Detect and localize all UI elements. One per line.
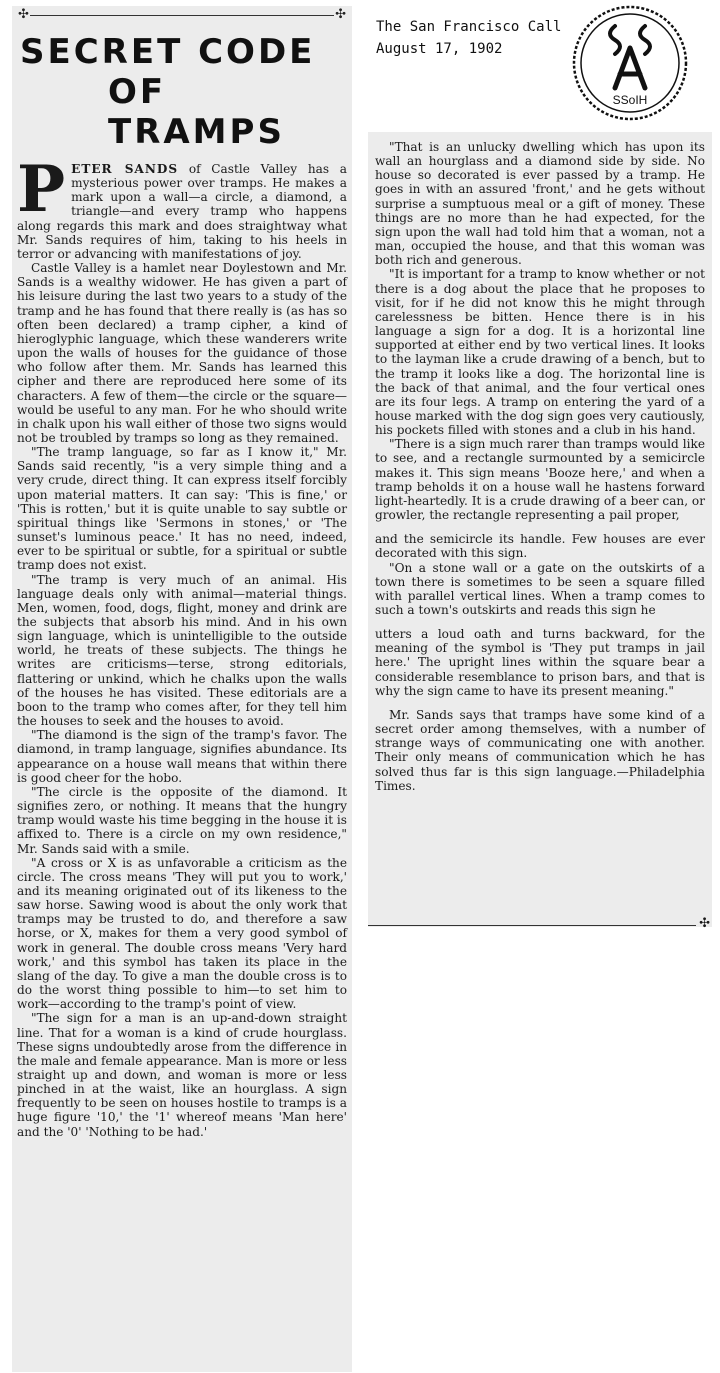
headline-line-1: SECRET CODE (20, 32, 316, 72)
ornament-icon: ✣ (18, 7, 29, 22)
paragraph: "On a stone wall or a gate on the outskirts of a town there is sometimes to be seen a square filled with parallel vertical lines. When a tramp comes to such a town's outskirts and reads this sign he (375, 560, 705, 617)
headline-line-2: OF TRAMPS (108, 72, 285, 152)
ornament-icon: ✣ (335, 7, 346, 22)
paragraph: "The circle is the opposite of the diamond. It signifies zero, or nothing. It means that the hungry tramp would waste his time begging in the house it is affixed to. There is a circle on my own residence," Mr. Sands said with a smile. (17, 784, 347, 856)
paragraph (17, 152, 347, 261)
top-ornament-rule (16, 6, 348, 24)
paragraph: utters a loud oath and turns backward, for the meaning of the symbol is 'They put tramps in jail here.' The upright lines within the square bear a considerable resemblance to prison bars, and that is why the sign came to have its present meaning." (375, 627, 705, 698)
paragraph: "A cross or X is as unfavorable a criticism as the circle. The cross means 'They will put you to work,' and its meaning originated out of its likeness to the saw horse. Sawing wood is about the only work that tramps may be trusted to do, and therefore a saw horse, or X, makes for them a very good symbol of work in general. The double cross means 'Very hard work,' and this symbol has taken its place in the slang of the day. To give a man the double cross is to do the worst thing possible to him—to set him to work—according to the tramp's point of view. (17, 855, 347, 1012)
paragraph: "The sign for a man is an up-and-down straight line. That for a woman is a kind of crude hourglass. These signs undoubtedly arose from the difference in the male and female appearance. Man is more or less straight up and down, and woman is more or less pinched in at the waist, like an hourglass. A sign frequently to be seen on houses hostile to tramps is a huge figure '10,' the '1' whereof means 'Man here' and the '0' 'Nothing to be had.' (17, 1011, 347, 1139)
divider (368, 925, 696, 926)
newspaper-name: The San Francisco Call (376, 19, 562, 35)
paragraph: "The tramp language, so far as I know it," Mr. Sands said recently, "is a very simple thing and a very crude, direct thing. It can express itself forcibly upon material matters. It can say: 'This is fine,' or 'This is rotten,' but it is quite unable to say subtle or spiritual things like 'Sermons in stones,' or 'The sunset's luminous peace.' It has no need, indeed, ever to be spiritual or subtle, for a spiritual or subtle tramp does not exist. (17, 445, 347, 573)
article-body-left (16, 152, 348, 1139)
divider (30, 15, 334, 16)
drop-cap: P (17, 152, 66, 227)
ornament-icon: ✣ (699, 916, 710, 931)
paragraph: and the semicircle its handle. Few houses are ever decorated with this sign. (375, 532, 705, 561)
article-left-column (12, 6, 352, 1372)
paragraph: Castle Valley is a hamlet near Doylestown and Mr. Sands is a wealthy widower. He has given a part of his leisure during the last two years to a study of the tramp and he has found that there really is (as has so often been declared) a tramp cipher, a kind of hieroglyphic language, which these wanderers write upon the walls of houses for the guidance of those who follow after them. Mr. Sands has learned this cipher and there are reproduced here some of its characters. A few of them—the circle or the square—would be useful to any man. For he who should write in chalk upon his wall either of those two signs would not be troubled by tramps so long as they remained. (17, 261, 347, 445)
paragraph: "It is important for a tramp to know whether or not there is a dog about the place that he proposes to visit, for if he did not know this he might through carelessness be bitten. Hence there is in his language a sign for a dog. It is a horizontal line supported at either end by two vertical lines. It looks to the layman like a crude drawing of a bench, but to the tramp it looks like a dog. The horizontal line is the back of that animal, and the four vertical ones are its four legs. A tramp on entering the yard of a house marked with the dog sign goes very cautiously, his pockets filled with stones and a club in his hand. (375, 267, 705, 438)
paragraph: "The diamond is the sign of the tramp's favor. The diamond, in tramp language, signifies abundance. Its appearance on a house wall means that within there is good cheer for the hobo. (17, 728, 347, 785)
paragraph-text: of Castle Valley has a mysterious power over tramps. He makes a mark upon a wall—a circle, a diamond, a triangle—and every tramp who happens along regards this mark and does straightway what Mr. Sands requires of him, taking to his heels in terror or advancing with manifestations of joy. (17, 162, 347, 261)
article-right-column (368, 132, 712, 927)
paragraph: "There is a sign much rarer than tramps would like to see, and a rectangle surmounted by a semicircle makes it. This sign means 'Booze here,' and when a tramp beholds it on a house wall he hastens forward light-heartedly. It is a crude drawing of a beer can, or growler, the rectangle representing a pail proper, (375, 437, 705, 523)
publication-date: August 17, 1902 (376, 41, 503, 57)
paragraph: "That is an unlucky dwelling which has upon its wall an hourglass and a diamond side by side. No house so decorated is ever passed by a tramp. He goes in with an assured 'front,' and he gets without surprise a sumptuous meal or a gift of money. These things are no more than he had expected, for the sign upon the wall had told him that a woman, not a man, occupied the house, and that this woman was both rich and generous. (375, 140, 705, 268)
article-body-right (374, 140, 706, 793)
paragraph: Mr. Sands says that tramps have some kind of a secret order among themselves, with a number of strange ways of communicating one with another. Their only means of communication which he has solved thus far is this sign language.—Philadelphia Times. (375, 707, 705, 793)
masthead (376, 16, 576, 60)
society-seal-logo (571, 4, 689, 122)
seal-text: SSoIH (612, 93, 648, 107)
headline (16, 32, 348, 152)
paragraph: "The tramp is very much of an animal. His language deals only with animal—material things. Men, women, food, dogs, flight, money and drink are the subjects that absorb his mind. And in his own sign language, which is unintelligible to the outside world, he treats of these subjects. The things he writes are criticisms—terse, strong editorials, flattering or unkind, which he chalks upon the walls of the houses he has visited. These editorials are a boon to the tramp who comes after, for they tell him the houses to seek and the houses to avoid. (17, 572, 347, 729)
lead-name: ETER SANDS (71, 162, 179, 176)
bottom-ornament-rule (368, 918, 712, 932)
